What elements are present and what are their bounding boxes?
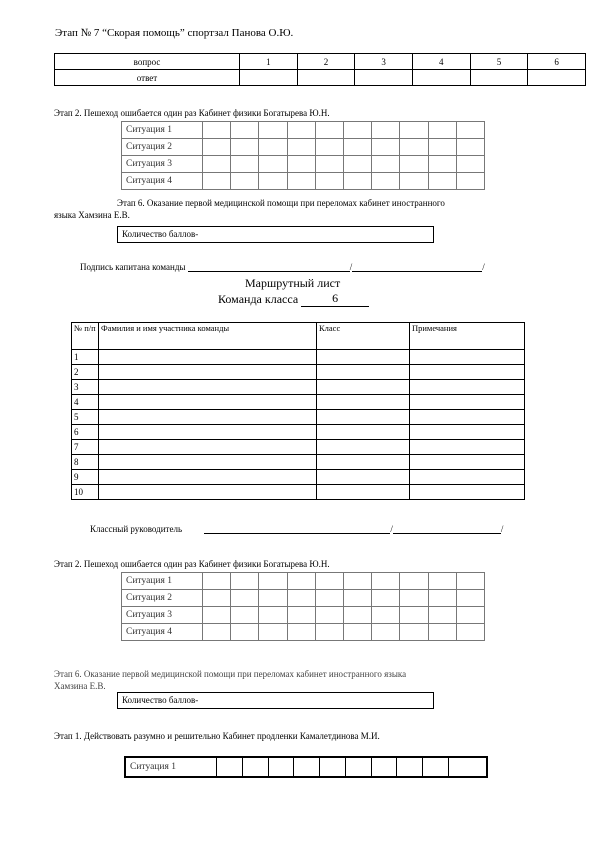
table-row xyxy=(72,425,525,440)
answer-cell[interactable] xyxy=(470,70,528,86)
teacher-label: Классный руководитель xyxy=(90,524,183,534)
table-row xyxy=(72,410,525,425)
question-number: 4 xyxy=(412,54,470,70)
situation-row xyxy=(122,156,485,173)
situation-label: Ситуация 1 xyxy=(122,573,203,590)
row-number: 8 xyxy=(72,455,99,470)
situation-label: Ситуация 3 xyxy=(122,156,203,173)
question-number: 6 xyxy=(528,54,586,70)
table-row xyxy=(72,485,525,500)
row-number: 5 xyxy=(72,410,99,425)
question-label: вопрос xyxy=(55,54,240,70)
team-line xyxy=(218,291,369,307)
question-number: 1 xyxy=(240,54,298,70)
answer-label: ответ xyxy=(55,70,240,86)
situation-label: Ситуация 4 xyxy=(122,624,203,641)
slash: / xyxy=(500,524,504,534)
table-row xyxy=(72,350,525,365)
teacher-sign-line[interactable] xyxy=(393,523,501,534)
stage1-heading: Этап 1. Действовать разумно и решительно Кабинет продленки Камалетдинова М.И. xyxy=(54,731,380,741)
answer-cell[interactable] xyxy=(240,70,298,86)
answer-cell[interactable] xyxy=(355,70,413,86)
stage2-heading: Этап 2. Пешеход ошибается один раз Кабинет физики Богатырева Ю.Н. xyxy=(54,559,330,569)
roster-header xyxy=(72,323,525,350)
answers-table xyxy=(54,53,586,86)
situation-row xyxy=(122,590,485,607)
answer-row xyxy=(55,70,586,86)
stage2-situations-table xyxy=(121,572,485,641)
table-row xyxy=(72,470,525,485)
table-row xyxy=(72,455,525,470)
row-number: 7 xyxy=(72,440,99,455)
team-label: Команда класса xyxy=(218,292,299,306)
slash: / xyxy=(482,262,485,272)
table-row xyxy=(72,365,525,380)
roster-table xyxy=(71,322,525,500)
situation-label: Ситуация 3 xyxy=(122,607,203,624)
points-box xyxy=(117,692,434,709)
question-number: 5 xyxy=(470,54,528,70)
situation-label: Ситуация 4 xyxy=(122,173,203,190)
row-number: 2 xyxy=(72,365,99,380)
row-number: 9 xyxy=(72,470,99,485)
row-number: 1 xyxy=(72,350,99,365)
stage6-heading-line2: языка Хамзина Е.В. xyxy=(54,210,130,220)
situation-row xyxy=(122,624,485,641)
stage2-situations-table xyxy=(121,121,485,190)
situation-row xyxy=(122,573,485,590)
situation-label: Ситуация 1 xyxy=(125,757,217,777)
teacher-name-line[interactable] xyxy=(204,523,390,534)
stage6-heading-line1: Этап 6. Оказание первой медицинской помощи при переломах кабинет иностранного xyxy=(117,198,445,208)
points-label: Количество баллов- xyxy=(122,229,199,239)
row-number: 3 xyxy=(72,380,99,395)
captain-signature xyxy=(80,261,485,272)
situation-label: Ситуация 2 xyxy=(122,590,203,607)
question-row xyxy=(55,54,586,70)
points-box xyxy=(117,226,434,243)
table-row xyxy=(72,440,525,455)
captain-name-line[interactable] xyxy=(188,261,350,272)
answer-cell[interactable] xyxy=(412,70,470,86)
row-number: 6 xyxy=(72,425,99,440)
situation-label: Ситуация 2 xyxy=(122,139,203,156)
page-title: Этап № 7 “Скорая помощь” спортзал Панова О.Ю. xyxy=(55,27,294,39)
col-notes: Примечания xyxy=(410,323,525,350)
table-row xyxy=(72,395,525,410)
slash: / xyxy=(349,262,353,272)
question-number: 2 xyxy=(297,54,355,70)
route-sheet-title: Маршрутный лист xyxy=(245,276,341,290)
situation-row xyxy=(122,139,485,156)
points-label: Количество баллов- xyxy=(122,695,199,705)
situation-label: Ситуация 1 xyxy=(122,122,203,139)
situation-row xyxy=(122,607,485,624)
teacher-signature xyxy=(90,523,503,534)
captain-sign-line[interactable] xyxy=(349,261,482,272)
situation-row xyxy=(122,122,485,139)
stage6-heading-line2: Хамзина Е.В. xyxy=(54,681,106,691)
stage6-heading-line1: Этап 6. Оказание первой медицинской помощи при переломах кабинет иностранного языка xyxy=(54,669,407,679)
situation-row xyxy=(125,757,487,777)
col-name: Фамилия и имя участника команды xyxy=(99,323,317,350)
captain-label: Подпись капитана команды xyxy=(80,262,186,272)
answer-cell[interactable] xyxy=(528,70,586,86)
question-number: 3 xyxy=(355,54,413,70)
team-class-value[interactable]: 6 xyxy=(301,291,369,307)
stage1-situations-table xyxy=(124,756,488,778)
col-number: № п/п xyxy=(72,323,99,350)
row-number: 10 xyxy=(72,485,99,500)
row-number: 4 xyxy=(72,395,99,410)
slash: / xyxy=(390,524,393,534)
answer-cell[interactable] xyxy=(297,70,355,86)
stage2-heading: Этап 2. Пешеход ошибается один раз Кабинет физики Богатырева Ю.Н. xyxy=(54,108,330,118)
col-class: Класс xyxy=(317,323,410,350)
table-row xyxy=(72,380,525,395)
situation-row xyxy=(122,173,485,190)
